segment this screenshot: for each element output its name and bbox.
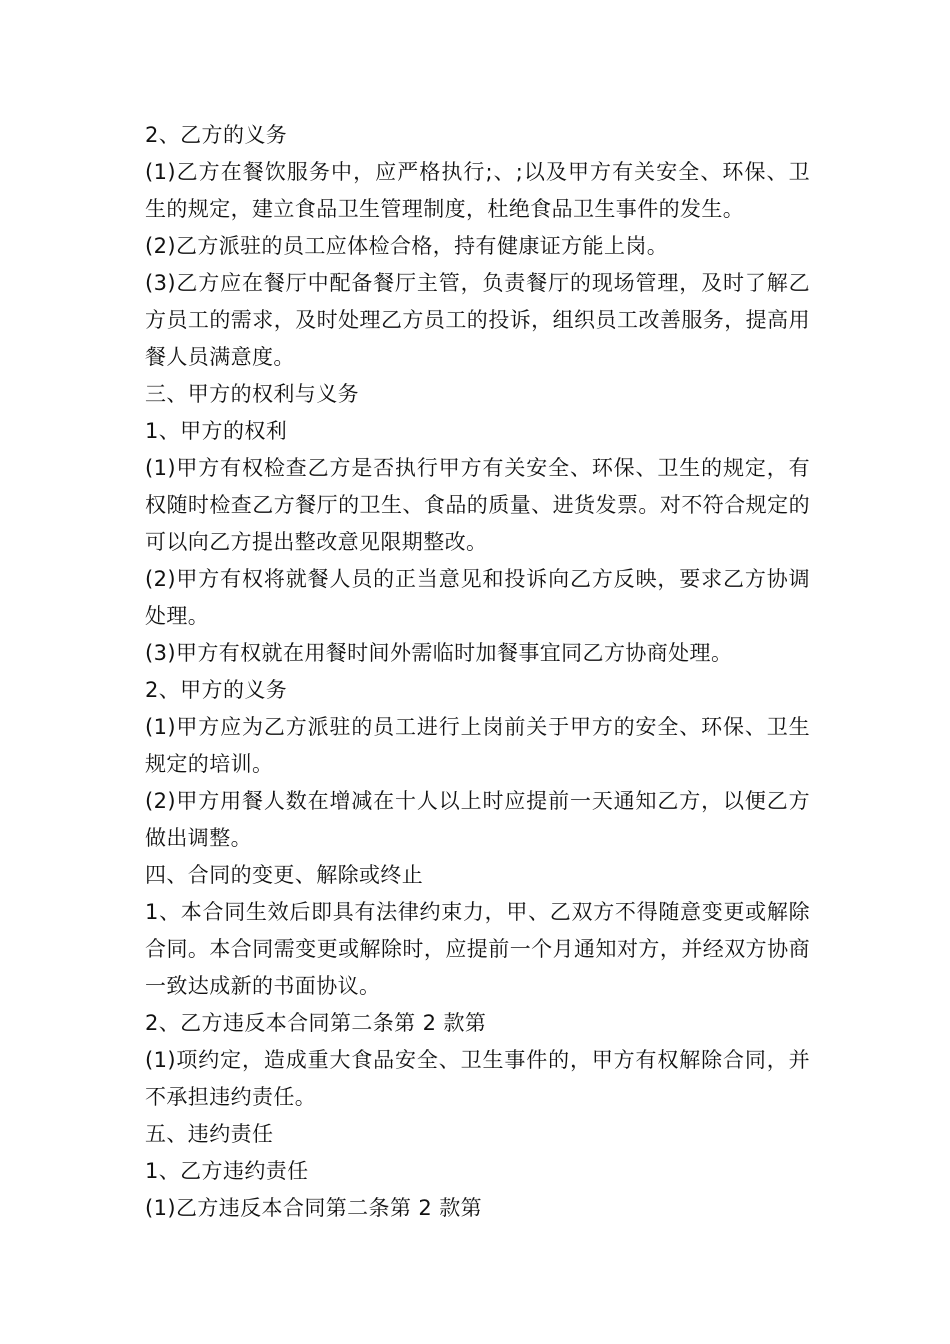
section-heading: 四、合同的变更、解除或终止 (145, 863, 424, 887)
clause-paragraph: (2)甲方有权将就餐人员的正当意见和投诉向乙方反映，要求乙方协调处理。 (145, 567, 810, 628)
clause-paragraph: (1)乙方违反本合同第二条第 2 款第 (145, 1196, 483, 1220)
section-heading: 1、甲方的权利 (145, 419, 288, 443)
clause-paragraph: (3)乙方应在餐厅中配备餐厅主管，负责餐厅的现场管理，及时了解乙方员工的需求，及时处理乙方员工的投诉，组织员工改善服务，提高用餐人员满意度。 (145, 271, 810, 369)
clause-paragraph: (1)甲方有权检查乙方是否执行甲方有关安全、环保、卫生的规定，有权随时检查乙方餐厅的卫生、食品的质量、进货发票。对不符合规定的可以向乙方提出整改意见限期整改。 (145, 456, 810, 554)
clause-paragraph: (1)乙方在餐饮服务中，应严格执行;、;以及甲方有关安全、环保、卫生的规定，建立食品卫生管理制度，杜绝食品卫生事件的发生。 (145, 160, 810, 221)
clause-paragraph: 2、乙方违反本合同第二条第 2 款第 (145, 1011, 487, 1035)
clause-paragraph: (1)甲方应为乙方派驻的员工进行上岗前关于甲方的安全、环保、卫生规定的培训。 (145, 715, 810, 776)
section-heading: 五、违约责任 (145, 1122, 274, 1146)
clause-paragraph: (2)乙方派驻的员工应体检合格，持有健康证方能上岗。 (145, 234, 669, 258)
clause-paragraph: (3)甲方有权就在用餐时间外需临时加餐事宜同乙方协商处理。 (145, 641, 733, 665)
document-body (145, 117, 810, 1227)
clause-paragraph: (1)项约定，造成重大食品安全、卫生事件的，甲方有权解除合同，并不承担违约责任。 (145, 1048, 810, 1109)
section-heading: 2、乙方的义务 (145, 123, 288, 147)
clause-paragraph: 1、本合同生效后即具有法律约束力，甲、乙双方不得随意变更或解除合同。本合同需变更或解除时，应提前一个月通知对方，并经双方协商一致达成新的书面协议。 (145, 900, 810, 998)
section-heading: 2、甲方的义务 (145, 678, 288, 702)
section-heading: 1、乙方违约责任 (145, 1159, 309, 1183)
section-heading: 三、甲方的权利与义务 (145, 382, 359, 406)
clause-paragraph: (2)甲方用餐人数在增减在十人以上时应提前一天通知乙方，以便乙方做出调整。 (145, 789, 810, 850)
